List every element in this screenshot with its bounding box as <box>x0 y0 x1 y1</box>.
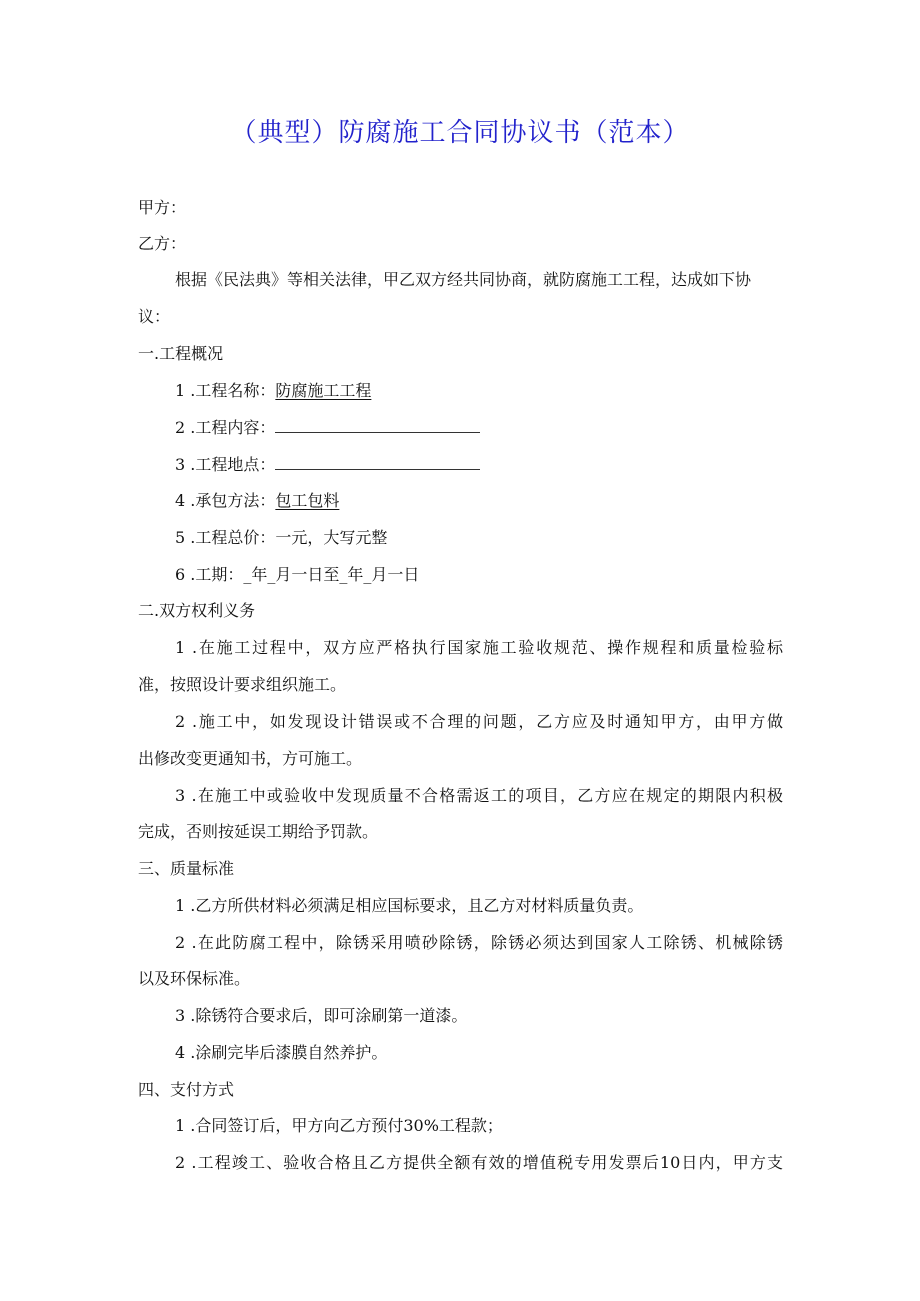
paragraph-line: 1 .在施工过程中，双方应严格执行国家施工验收规范、操作规程和质量检验标 <box>175 638 783 657</box>
item-label: 6 .工期： <box>175 565 244 584</box>
party-a-label: 甲方： <box>138 198 187 217</box>
item-value: 一元，大写元整 <box>275 528 388 547</box>
list-item <box>175 418 480 438</box>
list-item <box>175 565 419 585</box>
item-label: 2 .工程内容： <box>175 418 276 437</box>
blank-field <box>275 418 480 433</box>
item-label: 3 .工程地点： <box>175 455 276 474</box>
paragraph-line: 准，按照设计要求组织施工。 <box>138 675 347 694</box>
section-2-heading: 二.双方权利义务 <box>138 601 256 620</box>
paragraph-line: 4 .涂刷完毕后漆膜自然养护。 <box>175 1043 388 1062</box>
list-item <box>175 491 339 511</box>
item-label: 4 .承包方法： <box>175 491 276 510</box>
list-item <box>175 455 480 475</box>
list-item <box>175 381 371 401</box>
intro-line-2: 议： <box>138 307 171 326</box>
paragraph-line: 2 .在此防腐工程中，除锈采用喷砂除锈，除锈必须达到国家人工除锈、机械除锈 <box>175 933 783 952</box>
item-value: 防腐施工工程 <box>275 381 372 400</box>
paragraph-line: 1 .乙方所供材料必须满足相应国标要求，且乙方对材料质量负责。 <box>175 896 644 915</box>
section-4-heading: 四、支付方式 <box>138 1080 235 1099</box>
paragraph-line: 出修改变更通知书，方可施工。 <box>138 749 363 768</box>
intro-line-1: 根据《民法典》等相关法律，甲乙双方经共同协商，就防腐施工工程，达成如下协 <box>175 270 752 289</box>
item-label: 1 .工程名称： <box>175 381 276 400</box>
paragraph-line: 1 .合同签订后，甲方向乙方预付30%工程款； <box>175 1116 503 1135</box>
paragraph-line: 2 .工程竣工、验收合格且乙方提供全额有效的增值税专用发票后10日内，甲方支 <box>175 1153 783 1172</box>
document-title: （典型）防腐施工合同协议书（范本） <box>230 118 690 148</box>
paragraph-line: 3 .在施工中或验收中发现质量不合格需返工的项目，乙方应在规定的期限内积极 <box>175 786 783 805</box>
section-3-heading: 三、质量标准 <box>138 859 235 878</box>
section-1-heading: 一.工程概况 <box>138 344 224 363</box>
party-b-label: 乙方： <box>138 234 187 253</box>
paragraph-line: 以及环保标准。 <box>138 969 251 988</box>
paragraph-line: 3 .除锈符合要求后，即可涂刷第一道漆。 <box>175 1006 468 1025</box>
paragraph-line: 2 .施工中，如发现设计错误或不合理的问题，乙方应及时通知甲方，由甲方做 <box>175 712 783 731</box>
paragraph-line: 完成，否则按延误工期给予罚款。 <box>138 822 379 841</box>
item-label: 5 .工程总价： <box>175 528 276 547</box>
blank-field <box>275 455 480 470</box>
item-value: _年_月一日至_年_月一日 <box>243 565 420 584</box>
item-value: 包工包料 <box>275 491 340 510</box>
list-item <box>175 528 387 548</box>
